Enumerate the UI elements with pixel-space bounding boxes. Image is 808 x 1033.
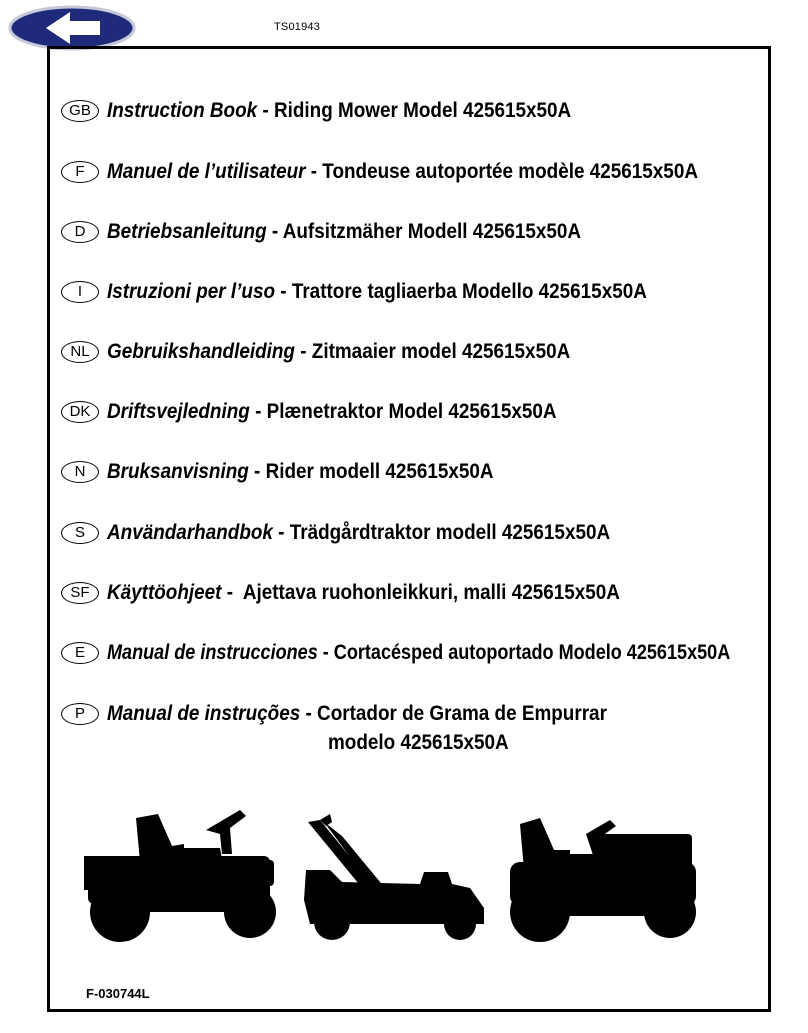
book-title: Manuel de l’utilisateur <box>107 160 306 183</box>
book-title: Betriebsanleitung <box>107 220 267 243</box>
language-row-nl <box>61 337 622 367</box>
riding-mower-silhouette <box>84 810 276 942</box>
language-badge: D <box>61 221 99 243</box>
back-button[interactable] <box>8 5 136 51</box>
language-badge: S <box>61 522 99 544</box>
language-badge: E <box>61 642 99 664</box>
language-badge: GB <box>61 100 99 122</box>
language-row-sf <box>61 578 677 608</box>
language-badge: SF <box>61 582 99 604</box>
push-mower-silhouette <box>304 814 484 940</box>
separator: - <box>266 220 283 243</box>
mower-illustrations <box>80 800 720 950</box>
language-row-s <box>61 518 666 548</box>
language-row-gb <box>61 96 623 126</box>
language-badge: NL <box>61 341 99 363</box>
separator: - <box>300 702 318 725</box>
book-title: Istruzioni per l’uso <box>107 280 276 303</box>
book-title: Manual de instruções <box>107 702 301 725</box>
model-description: Cortador de Grama de Empurrar <box>317 702 607 725</box>
model-description: Trädgårdtraktor modell 425615x50A <box>289 521 611 544</box>
book-title: Manual de instrucciones <box>107 641 318 664</box>
language-row-dk <box>61 397 607 427</box>
book-title: Bruksanvisning <box>107 460 249 483</box>
separator: - <box>248 460 266 483</box>
separator: - <box>275 280 292 303</box>
model-description: Trattore tagliaerba Modello 425615x50A <box>291 280 647 303</box>
language-badge: I <box>61 281 99 303</box>
language-row-d <box>61 217 634 247</box>
separator: - <box>221 581 243 604</box>
book-title: Gebruikshandleiding <box>107 340 295 363</box>
book-title: Käyttöohjeet <box>107 581 222 604</box>
book-title: Driftsvejledning <box>107 400 250 423</box>
language-row-p <box>61 699 662 729</box>
model-description: Aufsitzmäher Modell 425615x50A <box>282 220 582 243</box>
book-title: Instruction Book <box>107 99 258 122</box>
model-description: Rider modell 425615x50A <box>265 460 494 483</box>
book-title: Användarhandbok <box>107 521 273 544</box>
model-description: Zitmaaier model 425615x50A <box>311 340 571 363</box>
model-description: Cortacésped autoportado Modelo 425615x50A <box>333 641 731 664</box>
model-description: Plænetraktor Model 425615x50A <box>266 400 557 423</box>
separator: - <box>305 160 323 183</box>
language-row-e <box>61 638 808 668</box>
language-row-i <box>61 277 707 307</box>
model-description: Ajettava ruohonleikkuri, malli 425615x50A <box>242 581 620 604</box>
model-description: Riding Mower Model 425615x50A <box>273 99 572 122</box>
language-row-n <box>61 457 537 487</box>
separator: - <box>257 99 274 122</box>
model-description: Tondeuse autoportée modèle 425615x50A <box>322 160 698 183</box>
language-badge: N <box>61 461 99 483</box>
separator: - <box>249 400 267 423</box>
form-code: F-030744L <box>86 986 150 1001</box>
separator: - <box>294 340 312 363</box>
separator: - <box>272 521 290 544</box>
model-description-continued: modelo 425615x50A <box>328 731 509 754</box>
language-badge: DK <box>61 401 99 423</box>
separator: - <box>317 641 334 664</box>
back-arrow-icon <box>8 5 136 51</box>
document-code: TS01943 <box>274 21 321 33</box>
garden-tractor-silhouette <box>510 818 696 942</box>
language-badge: F <box>61 161 99 183</box>
language-badge: P <box>61 703 99 725</box>
language-row-f <box>61 157 764 187</box>
